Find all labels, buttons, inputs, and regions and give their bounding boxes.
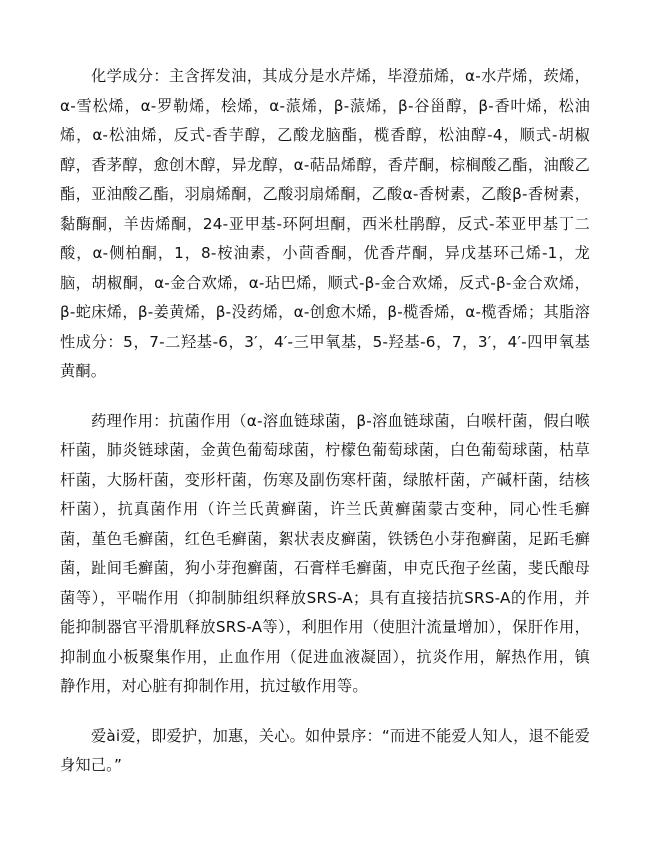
paragraph-pharmacology: 药理作用：抗菌作用（α-溶血链球菌，β-溶血链球菌，白喉杆菌，假白喉杆菌，肺炎链球菌，金黄色葡萄球菌，柠檬色葡萄球菌，白色葡萄球菌，枯草杆菌，大肠杆菌，变形杆菌，伤寒及副伤寒杆菌，绿脓杆菌，产碱杆菌，结核杆菌），抗真菌作用（许兰氏黄癣菌，许兰氏黄癣菌蒙古变种，同心性毛癣菌，堇色毛癣菌，红色毛癣菌，絮状表皮癣菌，铁锈色小芽孢癣菌，足跖毛癣菌，趾间毛癣菌，狗小芽孢癣菌，石膏样毛癣菌，申克氏孢子丝菌，斐氏酿母菌等），平喘作用（抑制肺组织释放SRS-A；具有直接拮抗SRS-A的作用，并能抑制器官平滑肌释放SRS-A等），利胆作用（使胆汁流量增加），保肝作用，抑制血小板聚集作用，止血作用（促进血液凝固），抗炎作用，解热作用，镇静作用，对心脏有抑制作用，抗过敏作用等。 xyxy=(60,411,590,695)
document-body xyxy=(60,62,590,781)
paragraph-ai-definition: 爱ài爱，即爱护，加惠，关心。如仲景序：“而进不能爱人知人，退不能爱身知己。” xyxy=(60,726,591,774)
paragraph-chemical-composition: 化学成分：主含挥发油，其成分是水芹烯，毕澄茄烯，α-水芹烯，莰烯，α-雪松烯，α-罗勒烯，桧烯，α-蒎烯，β-蒎烯，β-谷甾醇，β-香叶烯，松油烯，α-松油烯，反式-香芋醇，乙酸龙脑酯，榄香醇，松油醇-4，顺式-胡椒醇，香茅醇，愈创木醇，异龙醇，α-萜品烯醇，香芹酮，棕榈酸乙酯，油酸乙酯，亚油酸乙酯，羽扇烯酮，乙酸羽扇烯酮，乙酸α-香树素，乙酸β-香树素，黏酶酮，羊齿烯酮，24-亚甲基-环阿坦酮，西米杜鹃醇，反式-苯亚甲基丁二酸，α-侧柏酮，1，8-桉油素，小茴香酮，优香芹酮，异戊基环己烯-1，龙脑，胡椒酮，α-金合欢烯，α-玷巴烯，顺式-β-金合欢烯，反式-β-金合欢烯，β-蛇床烯，β-姜黄烯，β-没药烯，α-创愈木烯，β-榄香烯，α-榄香烯；其脂溶性成分：5，7-二羟基-6，3′，4′-三甲氧基，5-羟基-6，7，3′，4′-四甲氧基黄酮。 xyxy=(60,67,590,380)
